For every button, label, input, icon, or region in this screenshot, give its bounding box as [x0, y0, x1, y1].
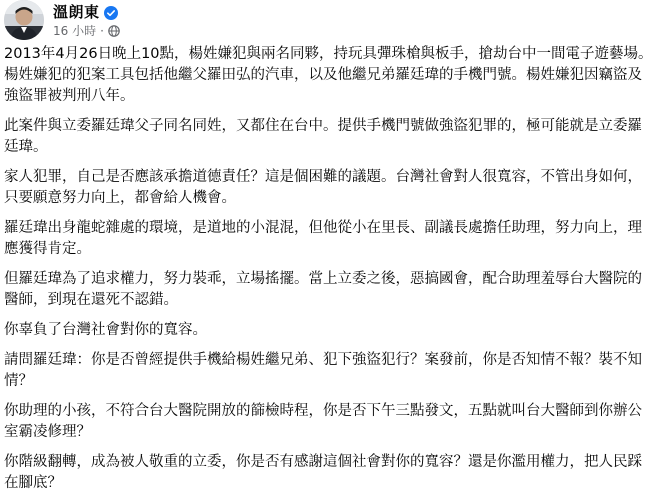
post-meta [53, 2, 120, 39]
post-paragraph: 你階級翻轉，成為被人敬重的立委，你是否有感謝這個社會對你的寬容？還是你濫用權力，把人民踩在腳底？ [4, 454, 642, 491]
post-paragraph: 但羅廷瑋為了追求權力，努力裝乖，立場搖擺。當上立委之後，惡搞國會，配合助理羞辱台大醫院的醫師，到現在還死不認錯。 [4, 271, 642, 308]
author-row [53, 2, 120, 22]
author-avatar[interactable] [4, 0, 44, 40]
post-paragraph: 請問羅廷瑋：你是否曾經提供手機給楊姓繼兄弟、犯下強盜犯行？案發前，你是否知情不報？裝不知情？ [4, 352, 642, 389]
post-time-row [53, 23, 120, 39]
post-paragraph: 羅廷瑋出身龍蛇雜處的環境，是道地的小混混，但他從小在里長、副議長處擔任助理，努力向上，理應獲得肯定。 [4, 220, 642, 257]
time-separator: · [100, 23, 104, 38]
post-body [4, 44, 654, 503]
author-name[interactable]: 溫朗東 [53, 3, 100, 21]
verified-badge-icon [104, 5, 118, 19]
post-paragraph: 你助理的小孩，不符合台大醫院開放的篩檢時程，你是否下午三點發文，五點就叫台大醫師到你辦公室霸凌修理？ [4, 403, 642, 440]
globe-icon[interactable] [108, 25, 120, 37]
avatar-image [4, 0, 44, 40]
post-header [4, 0, 120, 40]
post-paragraph: 2013年4月26日晚上10點，楊姓嫌犯與兩名同夥，持玩具彈珠槍與板手，搶劫台中一間電子遊藝場。楊姓嫌犯的犯案工具包括他繼父羅田弘的汽車，以及他繼兄弟羅廷瑋的手機門號。楊姓嫌犯因竊盜及強盜罪被判刑八年。 [4, 46, 653, 104]
post-paragraph: 你辜負了台灣社會對你的寬容。 [4, 322, 207, 338]
post-timestamp[interactable]: 16 小時 [53, 24, 97, 38]
post-paragraph: 此案件與立委羅廷瑋父子同名同姓，又都住在台中。提供手機門號做強盜犯罪的，極可能就是立委羅廷瑋。 [4, 118, 642, 155]
post-paragraph: 家人犯罪，自己是否應該承擔道德責任？這是個困難的議題。台灣社會對人很寬容，不管出身如何，只要願意努力向上，都會給人機會。 [4, 169, 642, 206]
